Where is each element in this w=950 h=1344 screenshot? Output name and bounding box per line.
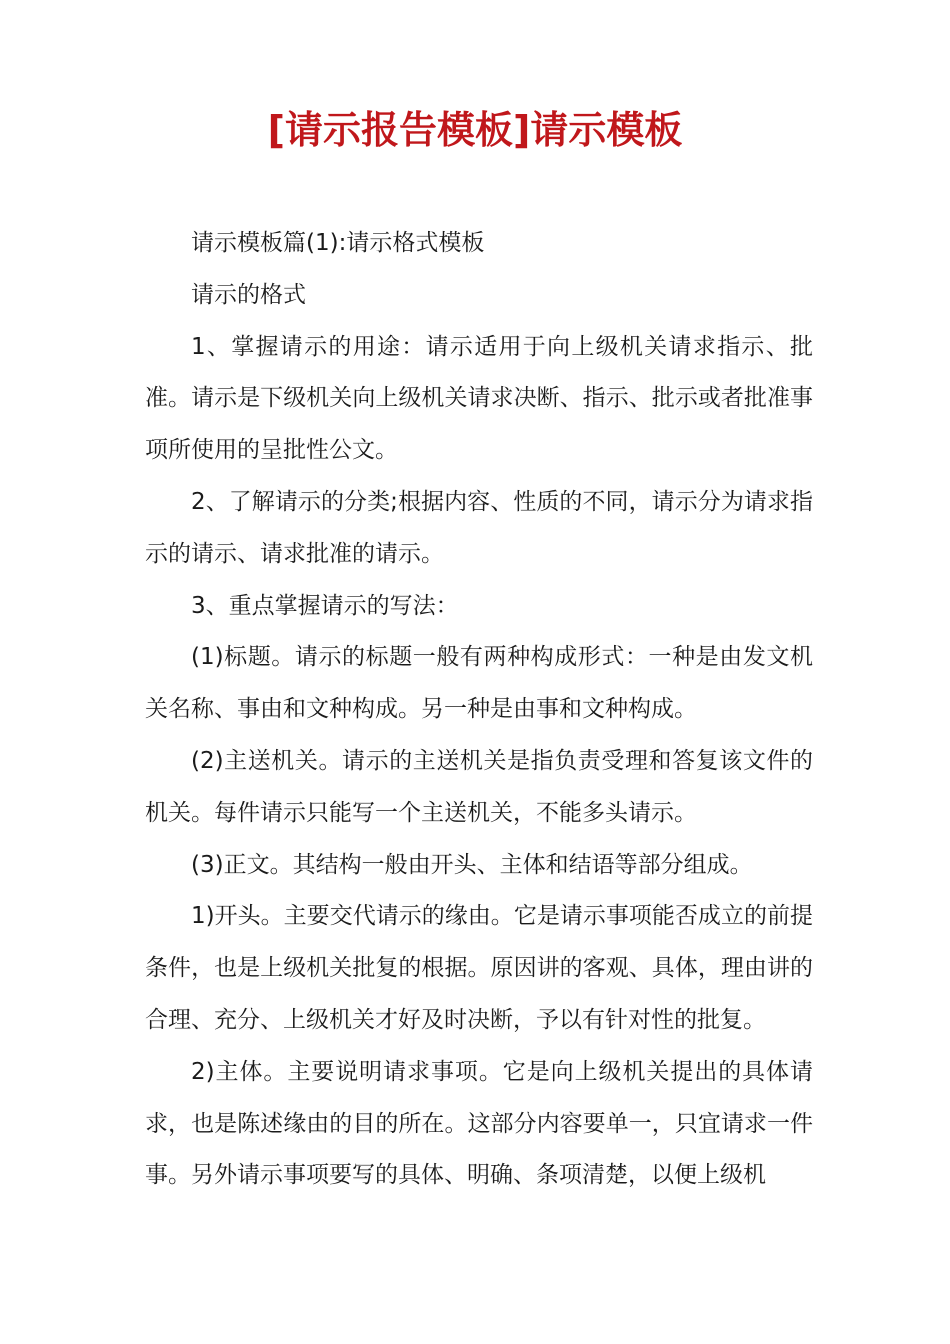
paragraph-opening: 1)开头。主要交代请示的缘由。它是请示事项能否成立的前提条件，也是上级机关批复的根据。原因讲的客观、具体，理由讲的合理、充分、上级机关才好及时决断，予以有针对性的批复。 <box>145 903 813 1033</box>
paragraph-title-section: (1)标题。请示的标题一般有两种构成形式：一种是由发文机关名称、事由和文种构成。另一种是由事和文种构成。 <box>145 644 813 723</box>
paragraph-writing-method: 3、重点掌握请示的写法： <box>191 592 459 619</box>
paragraph-format-heading: 请示的格式 <box>191 281 306 308</box>
paragraph-main-text-section: (3)正文。其结构一般由开头、主体和结语等部分组成。 <box>191 851 753 878</box>
paragraph-usage: 1、掌握请示的用途：请示适用于向上级机关请求指示、批准。请示是下级机关向上级机关请求决断、指示、批示或者批准事项所使用的呈批性公文。 <box>145 333 813 464</box>
document-body <box>145 218 813 1202</box>
paragraph-recipient-section: (2)主送机关。请示的主送机关是指负责受理和答复该文件的机关。每件请示只能写一个主送机关，不能多头请示。 <box>145 747 813 826</box>
paragraph-section-heading: 请示模板篇(1):请示格式模板 <box>191 230 485 256</box>
paragraph-classification: 2、了解请示的分类;根据内容、性质的不同，请示分为请求指示的请示、请求批准的请示。 <box>145 488 813 567</box>
document-title: [请示报告模板]请示模板 <box>267 108 683 152</box>
paragraph-main-body: 2)主体。主要说明请求事项。它是向上级机关提出的具体请求，也是陈述缘由的目的所在。这部分内容要单一，只宜请求一件事。另外请示事项要写的具体、明确、条项清楚，以便上级机 <box>145 1058 813 1189</box>
